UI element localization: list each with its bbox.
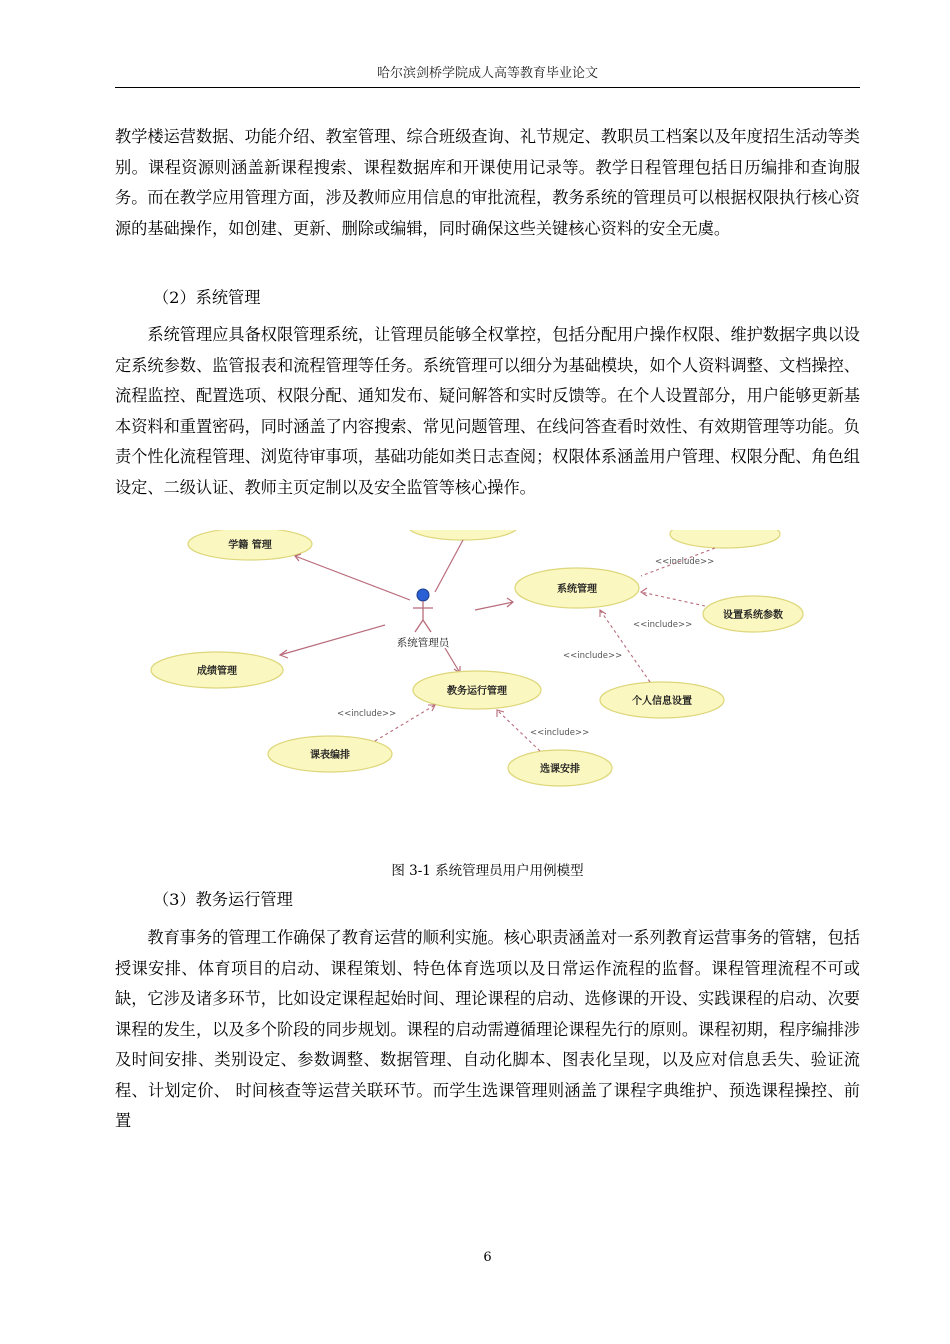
actor-system-admin (413, 589, 433, 632)
use-case-personal-label: 个人信息设置 (632, 696, 692, 707)
use-case-top-right-partial (670, 530, 780, 548)
assoc-teaching (445, 648, 460, 673)
section-heading-text: （3）教务运行管理 (153, 890, 293, 909)
section-heading-text: （2）系统管理 (153, 288, 261, 307)
actor-label: 系统管理员 (396, 637, 450, 649)
use-case-system-management-label: 系统管理 (557, 584, 597, 595)
use-case-top-partial (408, 530, 518, 540)
include-label-course-selection: <<include>> (530, 728, 590, 738)
include-label-schedule: <<include>> (337, 709, 397, 719)
use-case-teaching-operations-label: 教务运行管理 (447, 686, 507, 697)
include-label-top: <<include>> (655, 557, 715, 567)
include-settings (641, 592, 705, 606)
paragraph-3: 教育事务的管理工作确保了教育运营的顺利实施。核心职责涵盖对一系列教育运营事务的管辖，包括授课安排、体育项目的启动、课程策划、特色体育选项以及日常运作流程的监督。课程管理流程不可或缺，它涉及诸多环节，比如设定课程起始时间、理论课程的启动、选修课的开设、实践课程的启动、次要课程的发生，以及多个阶段的同步规划。课程的启动需遵循理论课程先行的原则。课程初期，程序编排涉及时间安排、类别设定、参数调整、数据管理、自动化脚本、图表化呈现，以及应对信息丢失、验证流程、计划定价、 时间核查等运营关联环节。而学生选课管理则涵盖了课程字典维护、预选课程操控、前置 (115, 928, 860, 1130)
paragraph-1: 教学楼运营数据、功能介绍、教室管理、综合班级查询、礼节规定、教职员工档案以及年度招生活动等类别。课程资源则涵盖新课程搜索、课程数据库和开课使用记录等。教学日程管理包括日历编排和查询服务。而在教学应用管理方面，涉及教师应用信息的审批流程，教务系统的管理员可以根据权限执行核心资源的基础操作，如创建、更新、删除或编辑，同时确保这些关键核心资料的安全无虞。 (115, 127, 860, 238)
page-header: 哈尔滨剑桥学院成人高等教育毕业论文 (376, 66, 598, 81)
page-number: 6 (483, 1250, 492, 1265)
include-label-personal: <<include>> (563, 651, 623, 661)
assoc-student (295, 556, 410, 600)
use-case-diagram (145, 530, 825, 795)
paragraph-2: 系统管理应具备权限管理系统，让管理员能够全权掌控，包括分配用户操作权限、维护数据字典以设定系统参数、监管报表和流程管理等任务。系统管理可以细分为基础模块，如个人资料调整、文档操控、流程监控、配置选项、权限分配、通知发布、疑问解答和实时反馈等。在个人设置部分，用户能够更新基本资料和重置密码，同时涵盖了内容搜索、常见问题管理、在线问答查看时效性、有效期管理等功能。负责个性化流程管理、浏览待审事项，基础功能如类日志查阅；权限体系涵盖用户管理、权限分配、角色组设定、二级认证、教师主页定制以及安全监管等核心操作。 (115, 325, 860, 497)
section-heading-teaching-operations (115, 885, 293, 915)
section-heading-system-management (115, 283, 260, 313)
use-case-grades-label: 成绩管理 (197, 666, 237, 677)
use-case-course-selection-label: 选课安排 (540, 764, 580, 775)
assoc-grades (280, 625, 385, 655)
use-case-schedule-label: 课表编排 (310, 750, 350, 761)
include-label-settings: <<include>> (633, 620, 693, 630)
assoc-top (435, 540, 463, 592)
use-case-settings-label: 设置系统参数 (723, 610, 783, 621)
header-rule (115, 87, 860, 88)
figure-caption: 图 3-1 系统管理员用户用例模型 (391, 863, 584, 879)
use-case-student-records-label: 学籍 管理 (228, 540, 272, 551)
